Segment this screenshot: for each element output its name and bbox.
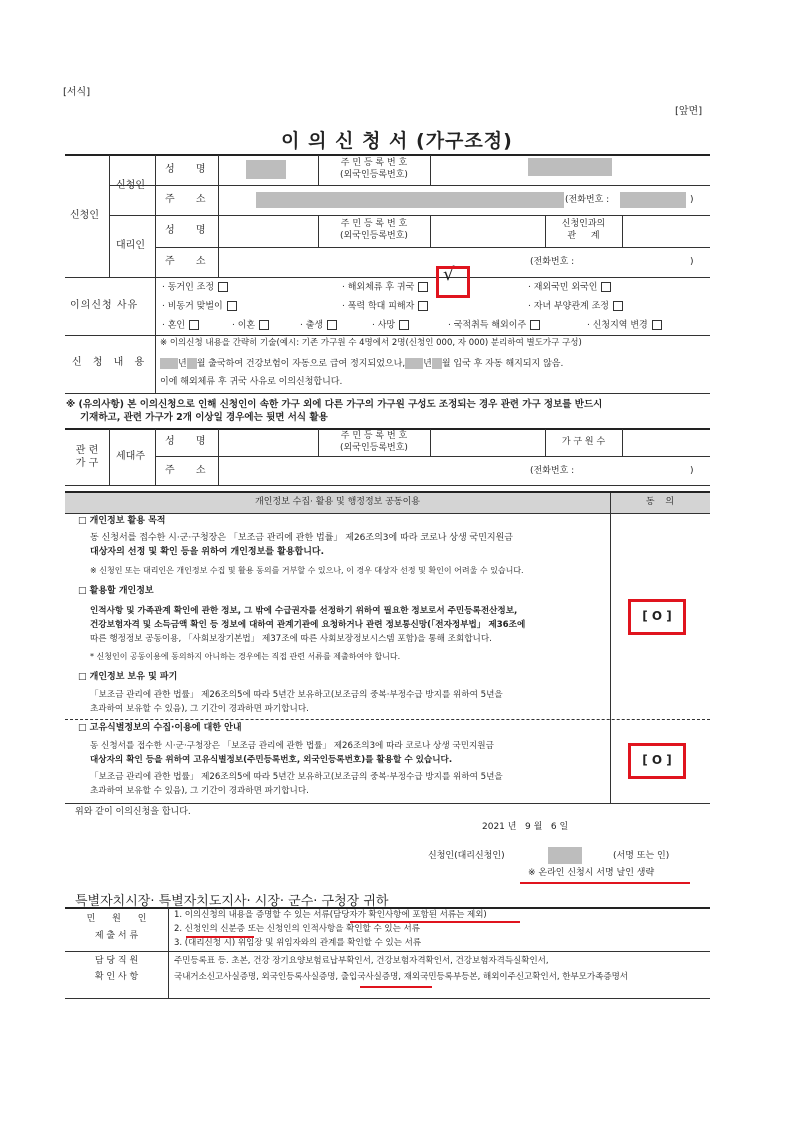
statement: 위와 같이 이의신청을 합니다.	[75, 807, 191, 817]
officer-label-2: 확 인 사 항	[94, 972, 139, 982]
content-line-1	[160, 358, 563, 370]
applicant-section-label: 신청인	[70, 210, 99, 221]
reason-label: · 재외국민 외국인	[528, 282, 598, 293]
consent-s1-line-1: 동 신청서를 접수한 시·군·구청장은 「보조금 관리에 관한 법률」 제26조의3에 따라 코로나 상생 국민지원금	[90, 533, 513, 543]
divider	[168, 908, 169, 998]
underline-item-2	[186, 936, 254, 938]
reason-child-support[interactable]	[528, 301, 623, 313]
consent-s4-line-2: 대상자의 확인 등을 위하여 고유식별정보(주민등록번호, 외국인등록번호)를 활용할 수 있습니다.	[90, 755, 453, 765]
applicant-id-label-2: (외국인등록번호)	[340, 170, 408, 180]
divider	[610, 493, 611, 803]
check-mark: √	[443, 264, 455, 285]
related-label-2: 가 구	[75, 458, 99, 469]
related-name-label: 성 명	[165, 436, 206, 447]
consent-s4-line-4: 초과하여 보유할 수 있음), 그 기간이 경과하면 파기합니다.	[90, 786, 309, 796]
reason-birth[interactable]	[300, 320, 337, 332]
consent-s2-line-3: 따른 행정정보 공동이용, 「사회보장기본법」 제37조에 따른 사회보장정보시스템 포함)을 통해 조회합니다.	[90, 634, 492, 644]
divider	[155, 336, 156, 393]
reason-marriage[interactable]	[162, 320, 199, 332]
reason-label: · 자녀 부양관계 조정	[528, 301, 609, 312]
redacted-applicant-address	[256, 192, 564, 208]
reason-dual-income[interactable]	[162, 301, 237, 313]
reason-label: · 해외체류 후 귀국	[342, 282, 415, 293]
household-head-label: 세대주	[116, 451, 145, 462]
agent-relation-label-2: 관 계	[567, 231, 600, 241]
underline-online-note	[520, 882, 690, 884]
consent-s3-title: □ 개인정보 보유 및 파기	[78, 672, 178, 682]
agent-id-label-2: (외국인등록번호)	[340, 231, 408, 241]
related-phone-label: (전화번호 :	[530, 466, 575, 476]
divider	[65, 485, 710, 486]
reason-overseas-return[interactable]	[342, 282, 428, 294]
reason-checkbox[interactable]	[613, 301, 623, 311]
content-text: 년	[423, 359, 432, 369]
agent-relation-label-1: 신청인과의	[561, 219, 606, 229]
divider	[218, 155, 219, 277]
reason-checkbox[interactable]	[227, 301, 237, 311]
content-text: 월 출국하여 건강보험이 자동으로 급여 정지되었으나,	[196, 359, 406, 369]
content-label: 신 청 내 용	[72, 357, 145, 368]
reason-label: · 동거인 조정	[162, 282, 215, 293]
reasons-label: 이의신청 사유	[70, 300, 139, 311]
redacted-applicant-phone	[620, 192, 686, 208]
applicant-agent-label: 대리인	[116, 240, 145, 251]
divider	[430, 215, 431, 247]
reason-label: · 출생	[300, 320, 324, 331]
divider	[65, 428, 710, 430]
divider	[430, 155, 431, 185]
consent-s2-line-2: 건강보험자격 및 소득금액 확인 등 정보에 대하여 관계기관에 요청하거나 관련 정보통신망(「전자정부법」 제36조에	[90, 620, 526, 630]
applicant-phone-label: (전화번호 :	[565, 195, 610, 205]
officer-line-2: 국내거소신고사실증명, 외국인등록사실증명, 출입국사실증명, 재외국민등록부등본, 해외이주신고확인서, 한부모가족증명서	[174, 972, 628, 982]
related-id-label-1: 주 민 등 록 번 호	[340, 431, 408, 441]
redacted-signature	[548, 847, 582, 864]
redacted-applicant-id	[528, 158, 612, 176]
reason-death[interactable]	[372, 320, 409, 332]
underline-immigration-cert	[360, 986, 432, 988]
divider	[65, 513, 710, 514]
related-phone-close: )	[690, 466, 694, 476]
agent-phone-close: )	[690, 257, 694, 267]
divider	[65, 907, 710, 909]
agent-name-label: 성 명	[165, 225, 206, 236]
divider	[65, 951, 710, 952]
divider	[218, 429, 219, 485]
table-top-border	[65, 154, 710, 156]
signer-label: 신청인(대리신청인)	[428, 851, 505, 861]
consent-s4-title: □ 고유식별정보의 수집·이용에 대한 안내	[78, 723, 242, 733]
page-side-label: [앞면]	[675, 106, 703, 117]
applicant-phone-close: )	[690, 195, 694, 205]
divider	[65, 335, 710, 336]
reason-label: · 혼인	[162, 320, 186, 331]
divider	[65, 277, 710, 278]
form-label: [서식]	[63, 87, 91, 98]
redacted-year	[160, 358, 178, 369]
reason-checkbox[interactable]	[418, 301, 428, 311]
related-address-label: 주 소	[165, 465, 206, 476]
date: 2021 년 9 월 6 일	[482, 822, 569, 832]
consent-s1-line-2: 대상자의 선정 및 확인 등을 위하여 개인정보를 활용합니다.	[90, 547, 325, 557]
reason-label: · 이혼	[232, 320, 256, 331]
applicant-name-label: 성 명	[165, 164, 206, 175]
agree-mark-2: [ O ]	[642, 753, 672, 767]
consent-s1-note: ※ 신청인 또는 대리인은 개인정보 수집 및 활용 동의를 거부할 수 있으나, 이 경우 대상자 선정 및 확인이 어려울 수 있습니다.	[90, 566, 524, 575]
reason-divorce[interactable]	[232, 320, 269, 332]
redacted-month	[432, 358, 442, 369]
reason-checkbox[interactable]	[327, 320, 337, 330]
reason-checkbox[interactable]	[218, 282, 228, 292]
attachment-item-3: 3. (대리신청 시) 위임장 및 위임자와의 관계를 확인할 수 있는 서류	[174, 938, 422, 948]
reason-label: · 사망	[372, 320, 396, 331]
consent-agree-header: 동 의	[645, 497, 675, 507]
consent-s4-line-3: 「보조금 관리에 관한 법률」 제26조의5에 따라 5년간 보유하고(보조금의 중복·부정수급 방지를 위하여 5년을	[90, 772, 503, 782]
addressee: 특별자치시장· 특별자치도지사· 시장· 군수· 구청장 귀하	[75, 894, 389, 909]
consent-s1-title: □ 개인정보 활용 목적	[78, 516, 166, 526]
redacted-month	[187, 358, 197, 369]
reason-checkbox[interactable]	[399, 320, 409, 330]
highlight-box-checked-reason	[436, 266, 470, 298]
divider	[155, 247, 710, 248]
consent-s3-line-2: 초과하여 보유할 수 있음), 그 기간이 경과하면 파기합니다.	[90, 704, 309, 714]
related-id-label-2: (외국인등록번호)	[340, 443, 408, 453]
consent-s2-note: * 신청인이 공동이용에 동의하지 아니하는 경우에는 직접 관련 서류를 제출하여야 합니다.	[90, 652, 401, 661]
content-note: ※ 이의신청 내용을 간략히 기술(예시: 기존 가구원 수 4명에서 2명(신청인 000, 자 000) 분리하여 별도가구 구성)	[160, 338, 582, 348]
redacted-year	[405, 358, 423, 369]
divider	[109, 429, 110, 485]
attachment-item-2: 2. 신청인의 신분증 또는 신청인의 인적사항을 확인할 수 있는 서류	[174, 924, 420, 934]
applicant-id-label-1: 주 민 등 록 번 호	[340, 158, 408, 168]
divider	[155, 429, 156, 485]
divider	[155, 278, 156, 335]
divider	[65, 719, 710, 720]
reason-checkbox-checked[interactable]	[418, 282, 428, 292]
divider	[109, 155, 110, 277]
divider	[65, 393, 710, 394]
reason-nationality-emigration[interactable]	[448, 320, 540, 332]
divider	[622, 215, 623, 247]
consent-s2-line-1: 인적사항 및 가족관계 확인에 관한 정보, 그 밖에 수급권자를 선정하기 위하여 필요한 정보로서 주민등록전산정보,	[90, 606, 518, 616]
caution-line-2: 기재하고, 관련 가구가 2개 이상일 경우에는 뒷면 서식 활용	[80, 412, 328, 423]
content-text: 년	[178, 359, 187, 369]
divider	[430, 429, 431, 456]
reason-label: · 국적취득 해외이주	[448, 320, 527, 331]
reason-label: · 신청지역 변경	[587, 320, 648, 331]
officer-line-1: 주민등록표 등. 초본, 건강 장기요양보험료납부확인서, 건강보험자격확인서, 건강보험자격득실확인서,	[174, 956, 549, 966]
household-members-label: 가 구 원 수	[561, 437, 606, 447]
content-line-2: 이에 해외체류 후 귀국 사유로 이의신청합니다.	[160, 377, 343, 387]
divider	[65, 803, 710, 804]
sign-label: (서명 또는 인)	[613, 851, 670, 861]
reason-checkbox[interactable]	[259, 320, 269, 330]
officer-label-1: 담 당 직 원	[94, 956, 139, 966]
consent-header: 개인정보 수집· 활용 및 행정정보 공동이용	[255, 497, 420, 507]
divider	[109, 185, 710, 186]
content-text: 월 입국 후 자동 해지되지 않음.	[441, 359, 564, 369]
consent-s4-line-1: 동 신청서를 접수한 시·군·구청장은 「보조금 관리에 관한 법률」 제26조의3에 따라 코로나 상생 국민지원금	[90, 741, 494, 751]
reason-label: · 비동거 맞벌이	[162, 301, 223, 312]
reason-cohabitant[interactable]	[162, 282, 228, 294]
reason-checkbox[interactable]	[530, 320, 540, 330]
divider	[622, 429, 623, 456]
applicant-address-label: 주 소	[165, 194, 206, 205]
consent-s2-title: □ 활용할 개인정보	[78, 586, 154, 596]
divider	[155, 155, 156, 277]
page-title: 이 의 신 청 서 (가구조정)	[281, 130, 513, 152]
reason-checkbox[interactable]	[601, 282, 611, 292]
reason-overseas-korean[interactable]	[528, 282, 611, 294]
underline-item-1	[350, 921, 520, 923]
online-note: ※ 온라인 신청시 서명 날인 생략	[528, 868, 655, 878]
redacted-applicant-name	[246, 160, 286, 179]
attachments-label-1: 민 원 인	[86, 914, 147, 924]
divider	[155, 456, 710, 457]
reason-region-change[interactable]	[587, 320, 662, 332]
reason-label: · 폭력 학대 피해자	[342, 301, 415, 312]
agree-mark-1: [ O ]	[642, 609, 672, 623]
consent-s3-line-1: 「보조금 관리에 관한 법률」 제26조의5에 따라 5년간 보유하고(보조금의 중복·부정수급 방지를 위하여 5년을	[90, 690, 503, 700]
reason-abuse-victim[interactable]	[342, 301, 428, 313]
agent-id-label-1: 주 민 등 록 번 호	[340, 219, 408, 229]
agent-phone-label: (전화번호 :	[530, 257, 575, 267]
applicant-self-label: 신청인	[116, 180, 145, 191]
divider	[65, 998, 710, 999]
related-label-1: 관 련	[75, 445, 99, 456]
attachment-item-1: 1. 이의신청의 내용을 증명할 수 있는 서류(담당자가 확인사항에 포함된 서류는 제외)	[174, 910, 487, 920]
reason-checkbox[interactable]	[189, 320, 199, 330]
agent-address-label: 주 소	[165, 256, 206, 267]
caution-line-1: ※ (유의사항) 본 이의신청으로 인해 신청인이 속한 가구 외에 다른 가구의 가구원 구성도 조정되는 경우 관련 가구 정보를 반드시	[66, 399, 603, 410]
attachments-label-2: 제 출 서 류	[94, 931, 139, 941]
reason-checkbox[interactable]	[652, 320, 662, 330]
divider	[109, 215, 710, 216]
